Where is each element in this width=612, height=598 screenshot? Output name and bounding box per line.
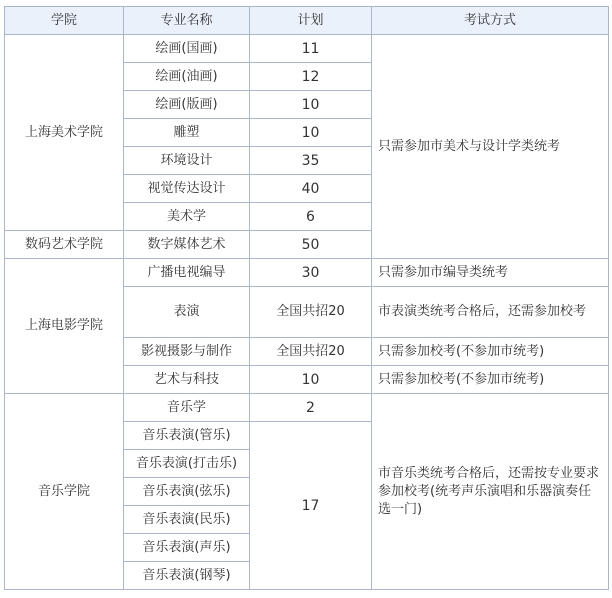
- admissions-table: [4, 6, 609, 590]
- major-name: 视觉传达设计: [124, 175, 250, 203]
- major-name: 雕塑: [124, 119, 250, 147]
- exam-method: 只需参加市编导类统考: [372, 259, 609, 287]
- major-name: 影视摄影与制作: [124, 338, 250, 366]
- header-row: [5, 7, 609, 35]
- major-name: 广播电视编导: [124, 259, 250, 287]
- exam-method: 只需参加校考(不参加市统考): [372, 366, 609, 394]
- plan-value: 12: [250, 63, 372, 91]
- major-name: 表演: [124, 287, 250, 338]
- major-name: 音乐表演(钢琴): [124, 562, 250, 590]
- exam-method: 只需参加校考(不参加市统考): [372, 338, 609, 366]
- college-name: 音乐学院: [5, 394, 124, 590]
- major-name: 数字媒体艺术: [124, 231, 250, 259]
- table-row: [5, 394, 609, 422]
- college-name: 上海电影学院: [5, 259, 124, 394]
- plan-value: 30: [250, 259, 372, 287]
- table-row: [5, 35, 609, 63]
- header-major: 专业名称: [124, 7, 250, 35]
- major-name: 音乐表演(管乐): [124, 422, 250, 450]
- header-college: 学院: [5, 7, 124, 35]
- plan-value: 全国共招20: [250, 338, 372, 366]
- college-name: 上海美术学院: [5, 35, 124, 231]
- plan-value: 35: [250, 147, 372, 175]
- major-name: 音乐学: [124, 394, 250, 422]
- major-name: 音乐表演(弦乐): [124, 478, 250, 506]
- major-name: 美术学: [124, 203, 250, 231]
- plan-value: 10: [250, 91, 372, 119]
- exam-method: 市音乐类统考合格后，还需按专业要求参加校考(统考声乐演唱和乐器演奏任选一门): [372, 394, 609, 590]
- plan-value: 全国共招20: [250, 287, 372, 338]
- plan-value: 17: [250, 422, 372, 590]
- major-name: 环境设计: [124, 147, 250, 175]
- major-name: 绘画(国画): [124, 35, 250, 63]
- plan-value: 6: [250, 203, 372, 231]
- college-name: 数码艺术学院: [5, 231, 124, 259]
- plan-value: 50: [250, 231, 372, 259]
- exam-method: 市表演类统考合格后，还需参加校考: [372, 287, 609, 338]
- exam-method: 只需参加市美术与设计学类统考: [372, 35, 609, 259]
- plan-value: 10: [250, 119, 372, 147]
- table-row: [5, 259, 609, 287]
- major-name: 音乐表演(打击乐): [124, 450, 250, 478]
- header-plan: 计划: [250, 7, 372, 35]
- major-name: 音乐表演(民乐): [124, 506, 250, 534]
- major-name: 绘画(版画): [124, 91, 250, 119]
- plan-value: 40: [250, 175, 372, 203]
- major-name: 绘画(油画): [124, 63, 250, 91]
- major-name: 艺术与科技: [124, 366, 250, 394]
- major-name: 音乐表演(声乐): [124, 534, 250, 562]
- header-exam: 考试方式: [372, 7, 609, 35]
- plan-value: 2: [250, 394, 372, 422]
- plan-value: 11: [250, 35, 372, 63]
- plan-value: 10: [250, 366, 372, 394]
